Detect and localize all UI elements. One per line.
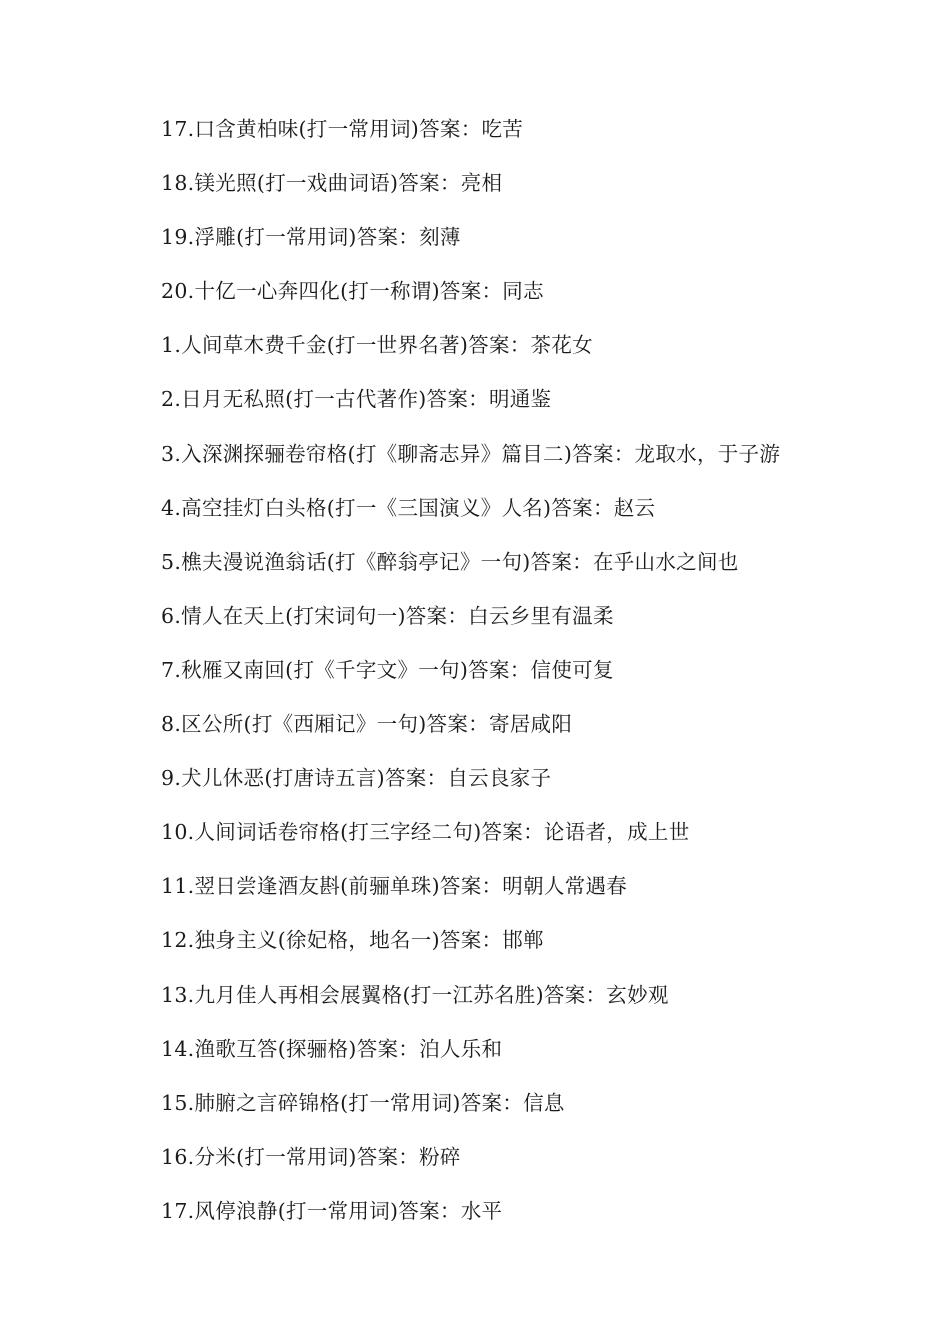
- riddle-line: 20.十亿一心奔四化(打一称谓)答案：同志: [161, 279, 544, 304]
- riddle-line: 7.秋雁又南回(打《千字文》一句)答案：信使可复: [161, 657, 614, 682]
- riddle-line: 16.分米(打一常用词)答案：粉碎: [161, 1144, 461, 1169]
- riddle-line: 4.高空挂灯白头格(打一《三国演义》人名)答案：赵云: [161, 495, 656, 520]
- riddle-line: 17.口含黄柏味(打一常用词)答案：吃苦: [161, 117, 524, 141]
- riddle-line: 1.人间草木费千金(打一世界名著)答案：茶花女: [161, 333, 593, 358]
- riddle-line: 6.情人在天上(打宋词句一)答案：白云乡里有温柔: [161, 603, 614, 628]
- riddle-line: 18.镁光照(打一戏曲词语)答案：亮相: [161, 171, 503, 196]
- riddle-line: 3.入深渊探骊卷帘格(打《聊斋志异》篇目二)答案：龙取水，于子游: [161, 441, 781, 466]
- riddle-line: 13.九月佳人再相会展翼格(打一江苏名胜)答案：玄妙观: [161, 982, 669, 1007]
- riddle-line: 17.风停浪静(打一常用词)答案：水平: [161, 1198, 503, 1223]
- riddle-line: 9.犬儿休恶(打唐诗五言)答案：自云良家子: [161, 766, 552, 791]
- riddle-line: 12.独身主义(徐妃格，地名一)答案：邯郸: [161, 928, 544, 953]
- riddle-line: 8.区公所(打《西厢记》一句)答案：寄居咸阳: [161, 712, 573, 737]
- riddle-line: 10.人间词话卷帘格(打三字经二句)答案：论语者，成上世: [161, 820, 690, 845]
- riddle-line: 11.翌日尝逢酒友斟(前骊单珠)答案：明朝人常遇春: [161, 874, 628, 899]
- riddle-list: [161, 111, 921, 1247]
- riddle-line: 15.肺腑之言碎锦格(打一常用词)答案：信息: [161, 1090, 565, 1115]
- riddle-line: 5.樵夫漫说渔翁话(打《醉翁亭记》一句)答案：在乎山水之间也: [161, 549, 739, 574]
- riddle-line: 19.浮雕(打一常用词)答案：刻薄: [161, 225, 461, 250]
- riddle-line: 14.渔歌互答(探骊格)答案：泊人乐和: [161, 1036, 503, 1061]
- riddle-line: 2.日月无私照(打一古代著作)答案：明通鉴: [161, 387, 552, 412]
